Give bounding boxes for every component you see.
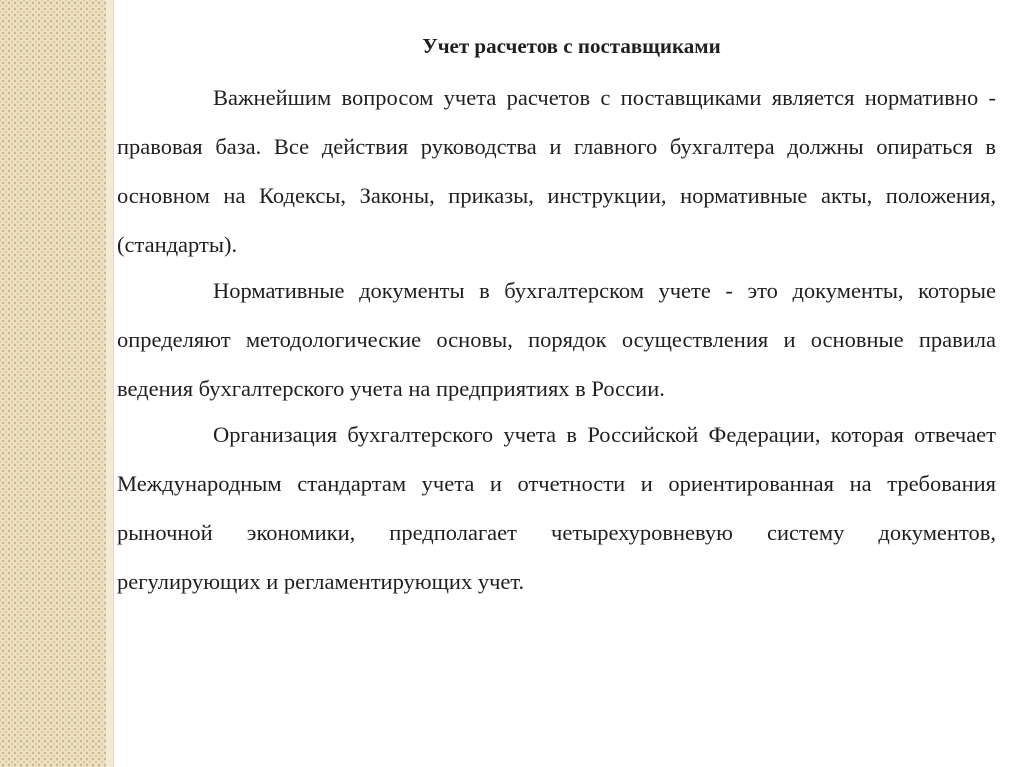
paragraph-2: Нормативные документы в бухгалтерском учете - это документы, которые определяют методологические основы, порядок осуществления и основные правила ведения бухгалтерского учета на предприятиях в России. (117, 278, 996, 401)
slide-content (117, 34, 996, 606)
sidebar-edge-divider (106, 0, 114, 767)
page-title: Учет расчетов с поставщиками (422, 34, 721, 58)
decorative-sidebar (0, 0, 106, 767)
paragraph-1: Важнейшим вопросом учета расчетов с поставщиками является нормативно - правовая база. Все действия руководства и главного бухгалтера должны опираться в основном на Кодексы, Законы, приказы, инструкции, нормативные акты, положения, (стандарты). (117, 85, 996, 257)
paragraph-3: Организация бухгалтерского учета в Российской Федерации, которая отвечает Международным стандартам учета и отчетности и ориентированная на требования рыночной экономики, предполагает четырехуровневую систему документов, регулирующих и регламентирующих учет. (117, 422, 996, 594)
